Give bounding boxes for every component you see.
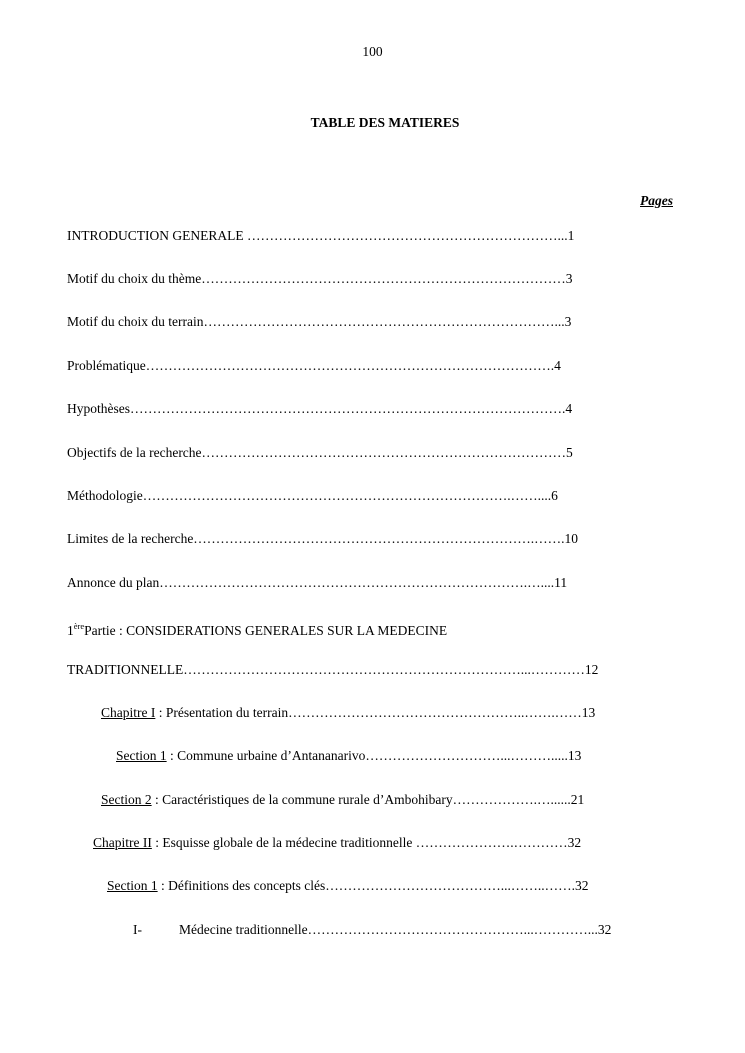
chapitre-label: Chapitre I	[101, 705, 156, 720]
toc-entry-problematique: Problématique……………………………………………………………………………….4	[67, 358, 561, 373]
section-label: Section 1	[116, 748, 167, 763]
toc-entry-introduction: INTRODUCTION GENERALE ……………………………………………………………...1	[67, 228, 575, 243]
chapitre-title: : Présentation du terrain……………………………………………..…….……13	[155, 705, 596, 720]
toc-entry-motif-theme: Motif du choix du thème………………………………………………………………………3	[67, 271, 573, 286]
toc-entry-annonce-plan: Annonce du plan……………………………………………………………………….…....11	[67, 575, 568, 590]
section-title: : Caractéristiques de la commune rurale d’Ambohibary……………….…......21	[151, 792, 585, 807]
section-title: : Définitions des concepts clés…………………………………...……..…….32	[157, 878, 589, 893]
partie-ordinal-suffix: ère	[73, 621, 85, 631]
toc-entry-subsection-1	[133, 920, 611, 940]
section-label: Section 1	[107, 878, 158, 893]
toc-entry-hypotheses: Hypothèses…………………………………………………………………………………….4	[67, 401, 573, 416]
subsection-number: I-	[133, 922, 142, 937]
partie-number: 1	[67, 623, 74, 636]
page-number: 100	[362, 44, 383, 59]
chapitre-title: : Esquisse globale de la médecine traditionnelle ………………….…………32	[151, 835, 582, 850]
toc-entry-motif-terrain: Motif du choix du terrain……………………………………………………………………...3	[67, 314, 572, 329]
toc-entry-methodologie: Méthodologie……………………………………………………………………….……....6	[67, 488, 558, 503]
toc-entry-limites: Limites de la recherche………………………………………………………………….…….10	[67, 531, 579, 546]
toc-entry-chapitre-2-section-1	[107, 876, 588, 896]
toc-entry-chapitre-1-section-2	[101, 790, 584, 810]
partie-word: Partie :	[84, 623, 123, 636]
toc-entry-objectifs: Objectifs de la recherche………………………………………………………………………5	[67, 445, 573, 460]
toc-entry-chapitre-2	[93, 833, 581, 853]
partie-title: CONSIDERATIONS GENERALES SUR LA MEDECINE	[122, 623, 448, 636]
pages-column-label: Pages	[640, 193, 673, 208]
partie-label	[67, 623, 123, 636]
chapitre-label: Chapitre II	[93, 835, 152, 850]
section-title: : Commune urbaine d’Antananarivo…………………………...……….....13	[166, 748, 582, 763]
subsection-title: Médecine traditionnelle…………………………………………...…………...32	[179, 922, 612, 937]
section-label: Section 2	[101, 792, 152, 807]
toc-entry-chapitre-1-section-1	[116, 746, 581, 766]
toc-entry-partie-1	[67, 616, 447, 636]
page-title: TABLE DES MATIERES	[310, 115, 460, 130]
toc-entry-traditionnelle: TRADITIONNELLE…………………………………………………………………...…………12	[67, 662, 599, 677]
toc-entry-chapitre-1	[101, 703, 595, 723]
